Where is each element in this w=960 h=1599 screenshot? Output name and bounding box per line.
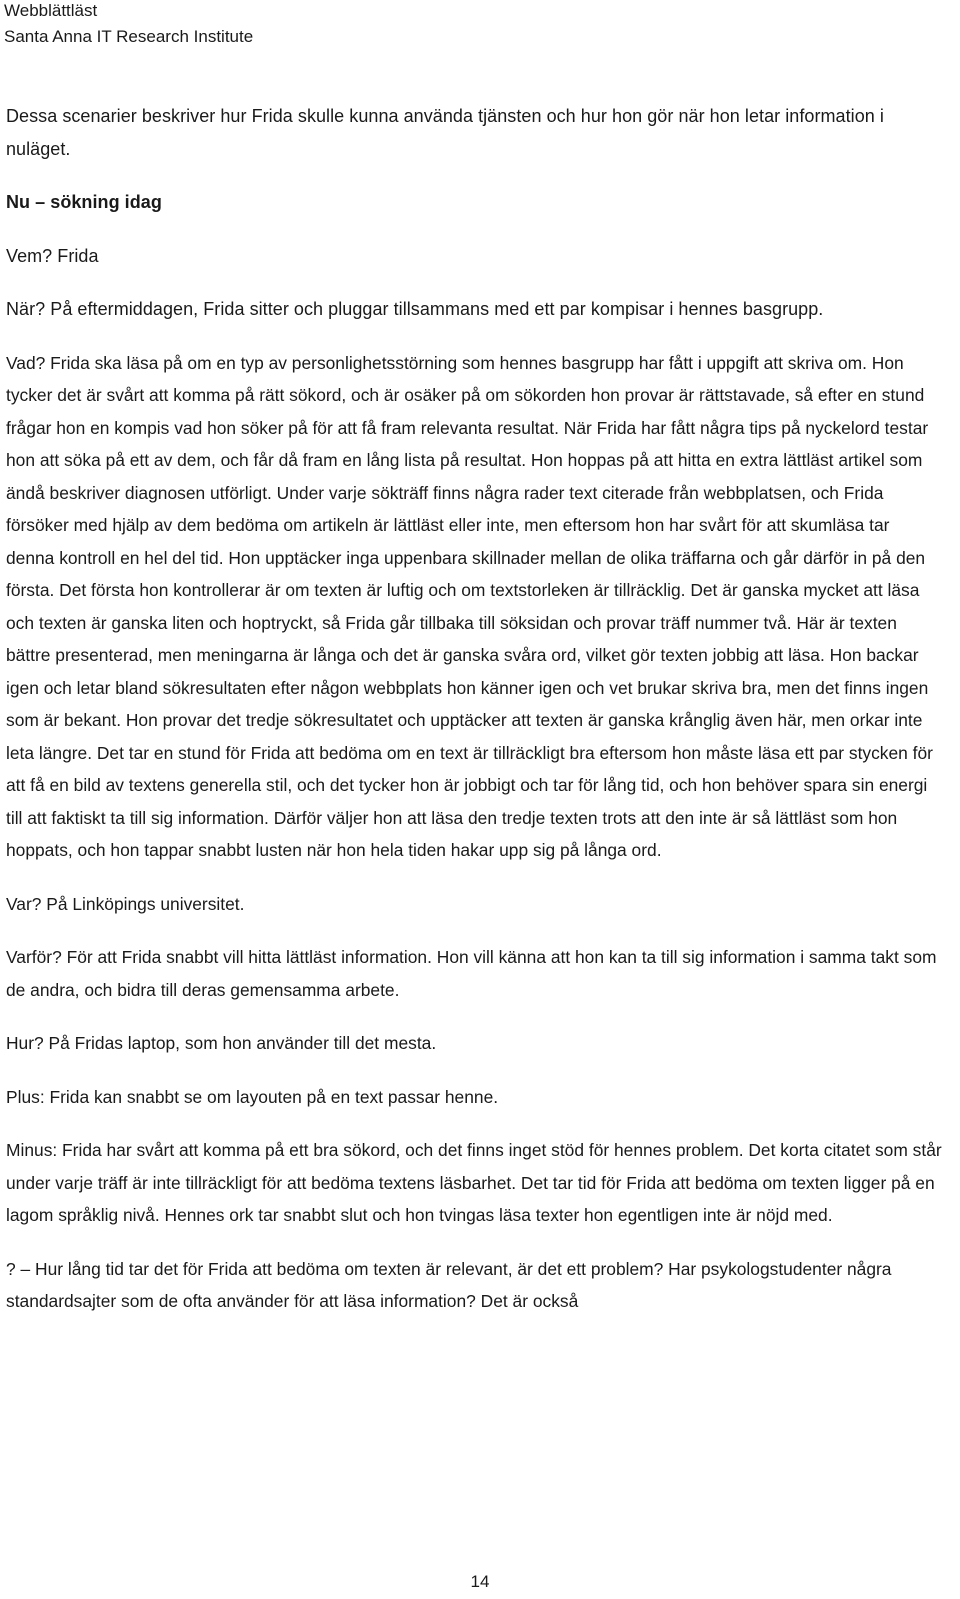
page-number: 14	[470, 1572, 490, 1591]
when-paragraph: När? På eftermiddagen, Frida sitter och pluggar tillsammans med ett par kompisar i hennes basgrupp.	[6, 299, 824, 319]
header-title: Webblättläst	[4, 1, 98, 20]
page-header	[4, 0, 253, 50]
plus-paragraph: Plus: Frida kan snabbt se om layouten på en text passar henne.	[6, 1086, 499, 1107]
header-institute: Santa Anna IT Research Institute	[4, 27, 254, 46]
how-paragraph: Hur? På Fridas laptop, som hon använder till det mesta.	[6, 1033, 437, 1053]
section-heading: Nu – sökning idag	[6, 192, 162, 212]
who-paragraph: Vem? Frida	[6, 245, 99, 266]
question-paragraph: ? – Hur lång tid tar det för Frida att bedöma om texten är relevant, är det ett problem? Har psykologstudenter några standardsajter som de ofta använder för att läsa information? Det är också	[6, 1258, 892, 1311]
document-body	[6, 100, 942, 1318]
minus-paragraph: Minus: Frida har svårt att komma på ett bra sökord, och det finns inget stöd för hennes problem. Det korta citatet som står under varje träff är inte tillräckligt för att bedöma textens läsbarhet. Det tar tid för Frida att bedöma om texten ligger på en lagom språklig nivå. Hennes ork tar snabbt slut och hon tvingas läsa texter hon egentligen inte är nöjd med.	[6, 1140, 942, 1225]
why-paragraph: Varför? För att Frida snabbt vill hitta lättläst information. Hon vill känna att hon kan ta till sig information i samma takt som de andra, och bidra till deras gemensamma arbete.	[6, 947, 937, 1000]
what-paragraph: Vad? Frida ska läsa på om en typ av personlighetsstörning som hennes basgrupp har fått i uppgift att skriva om. Hon tycker det är svårt att komma på rätt sökord, och är osäker på om sökorden hon provar är rättstavade, så efter en stund frågar hon en kompis vad hon söker på för att få fram relevanta resultat. När Frida har fått några tips på nyckelord testar hon att söka på ett av dem, och får då fram en lång lista på resultat. Hon hoppas på att hitta en extra lättläst artikel som ändå beskriver diagnosen utförligt. Under varje sökträff finns några rader text citerade från webbplatsen, och Frida försöker med hjälp av dem bedöma om artikeln är lättläst eller inte, men eftersom hon har svårt för att skumläsa tar denna kontroll en hel del tid. Hon upptäcker inga uppenbara skillnader mellan de olika träffarna och går därför in på den första. Det första hon kontrollerar är om texten är luftig och om textstorleken är tillräcklig. Det är ganska mycket att läsa och texten är ganska liten och hoptryckt, så Frida går tillbaka till söksidan och provar träff nummer två. Här är texten bättre presenterad, men meningarna är långa och det är ganska svåra ord, vilket gör texten jobbig att läsa. Hon backar igen och letar bland sökresultaten efter någon webbplats hon känner igen och vet brukar skriva bra, men det finns ingen som är bekant. Hon provar det tredje sökresultatet och upptäcker att texten är ganska krånglig även här, men orkar inte leta längre. Det tar en stund för Frida att bedöma om en text är tillräckligt bra eftersom hon måste läsa ett par stycken för att få en bild av textens generella stil, och det tycker hon är jobbigt och tar för lång tid, och hon behöver spara sin energi till att faktiskt ta till sig information. Därför väljer hon att läsa den tredje texten trots att den inte är så lättläst som hon hoppats, och hon tappar snabbt lusten när hon hela tiden hakar upp sig på långa ord.	[6, 352, 933, 860]
intro-paragraph: Dessa scenarier beskriver hur Frida skulle kunna använda tjänsten och hur hon gör när hon letar information i nuläget.	[6, 106, 884, 159]
where-paragraph: Var? På Linköpings universitet.	[6, 893, 245, 914]
